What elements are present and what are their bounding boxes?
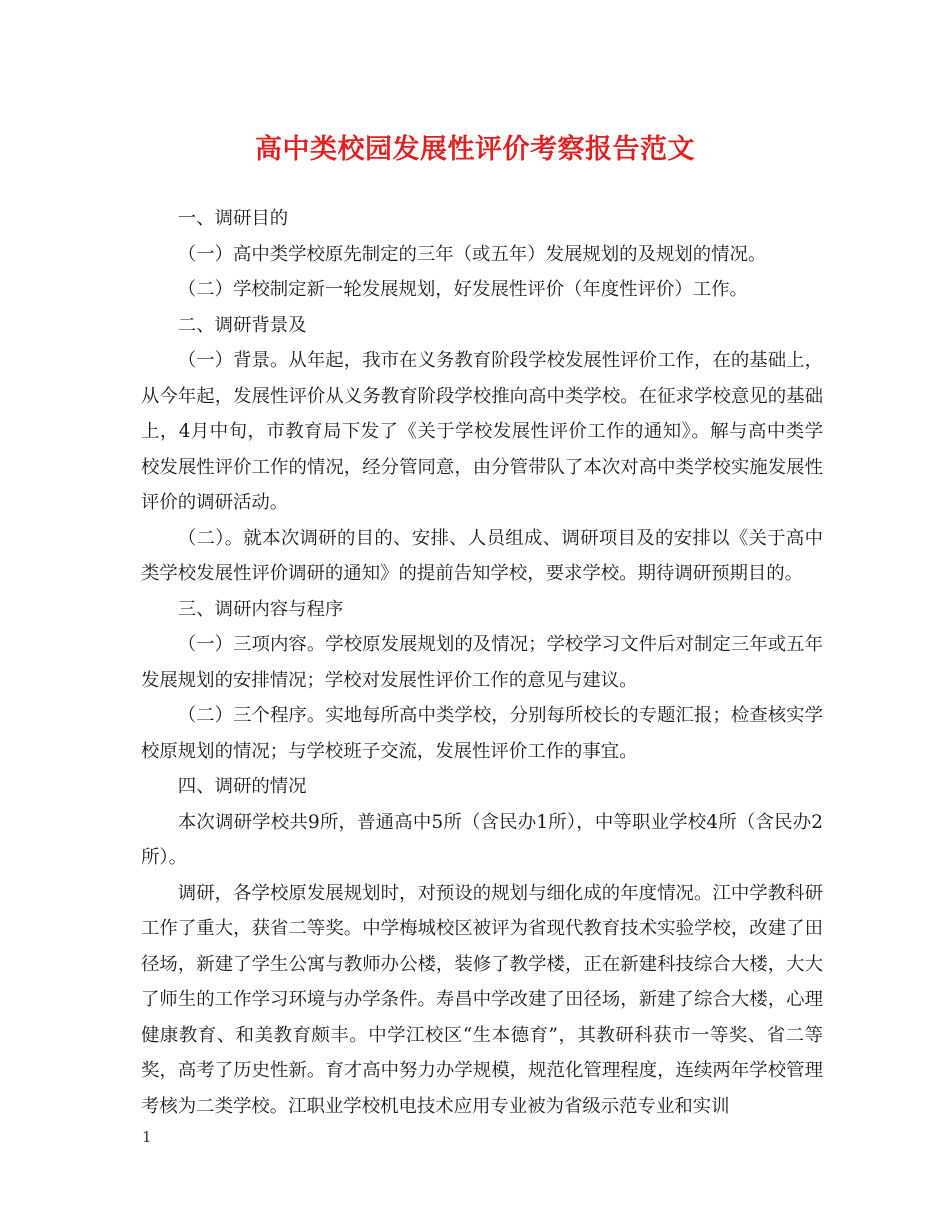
- page-number: 1: [142, 1128, 152, 1146]
- section-heading-content: 三、调研内容与程序: [177, 598, 344, 620]
- paragraph: （二）学校制定新一轮发展规划，好发展性评价（年度性评价）工作。: [177, 279, 748, 300]
- document-title: 高中类校园发展性评价考察报告范文: [255, 134, 695, 165]
- document-body: [141, 201, 823, 1124]
- paragraph: （二）。就本次调研的目的、安排、人员组成、调研项目及的安排以《关于高中类学校发展性评价调研的通知》的提前告知学校，要求学校。期待调研预期目的。: [141, 527, 823, 584]
- section-heading-background: 二、调研背景及: [177, 314, 307, 336]
- paragraph: （二）三个程序。实地每所高中类学校，分别每所校长的专题汇报；检查核实学校原规划的情况；与学校班子交流，发展性评价工作的事宜。: [141, 705, 823, 762]
- paragraph: 调研，各学校原发展规划时，对预设的规划与细化成的年度情况。江中学教科研工作了重大，获省二等奖。中学梅城校区被评为省现代教育技术实验学校，改建了田径场，新建了学生公寓与教师办公楼，装修了教学楼，正在新建科技综合大楼，大大了师生的工作学习环境与办学条件。寿昌中学改建了田径场，新建了综合大楼，心理健康教育、和美教育颇丰。中学江校区“生本德育”，其教研科获市一等奖、省二等奖，高考了历史性新。育才高中努力办学规模，规范化管理程度，连续两年学校管理考核为二类学校。江职业学校机电技术应用专业被为省级示范专业和实训: [141, 882, 823, 1117]
- section-heading-situation: 四、调研的情况: [177, 776, 307, 797]
- section-heading-purpose: 一、调研目的: [177, 208, 289, 229]
- paragraph: （一）三项内容。学校原发展规划的及情况；学校学习文件后对制定三年或五年发展规划的安排情况；学校对发展性评价工作的意见与建议。: [141, 634, 823, 691]
- paragraph: （一）高中类学校原先制定的三年（或五年）发展规划的及规划的情况。: [177, 243, 767, 265]
- paragraph: （一）背景。从年起，我市在义务教育阶段学校发展性评价工作，在的基础上，从今年起，发展性评价从义务教育阶段学校推向高中类学校。在征求学校意见的基础上，4月中旬，市教育局下发了《关于学校发展性评价工作的通知》。解与高中类学校发展性评价工作的情况，经分管同意，由分管带队了本次对高中类学校实施发展性评价的调研活动。: [141, 350, 823, 513]
- paragraph: 本次调研学校共9所，普通高中5所（含民办1所），中等职业学校4所（含民办2所）。: [141, 811, 823, 868]
